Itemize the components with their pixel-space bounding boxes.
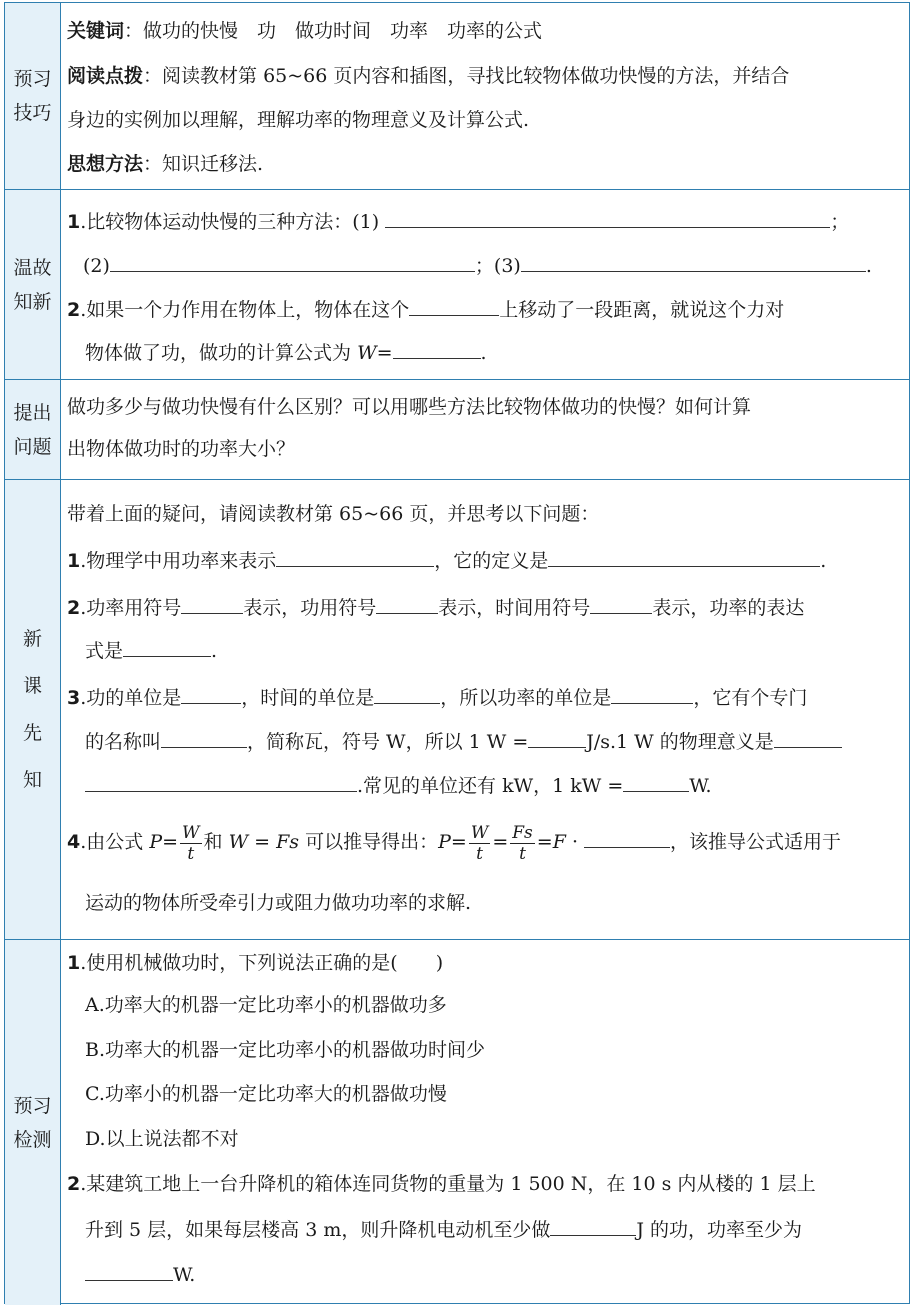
question-text: 物体做了功，做功的计算公式为 xyxy=(85,342,352,364)
test-q2 xyxy=(67,1171,909,1197)
numerator: Fs xyxy=(512,822,533,843)
question-text: ，该推导公式适用于 xyxy=(670,831,842,853)
lesson-q4-cont: 运动的物体所受牵引力或阻力做功功率的求解. xyxy=(85,892,472,914)
method-line: 思想方法：知识迁移法. xyxy=(67,153,264,175)
keywords-heading: 关键词 xyxy=(67,20,125,42)
label-char: 知 xyxy=(22,768,42,791)
question-text: .功率用符号 xyxy=(80,597,182,619)
symbol-eq: = xyxy=(492,831,509,853)
answer-blank[interactable] xyxy=(85,771,357,792)
label-text: 检测 xyxy=(13,1128,52,1151)
question-text: ，时间的单位是 xyxy=(241,687,375,709)
lesson-q3-cont xyxy=(85,727,909,755)
section-content xyxy=(61,480,909,939)
keywords-line: 关键词：做功的快慢 功 做功时间 功率 功率的公式 xyxy=(67,20,543,42)
lesson-q4 xyxy=(67,820,909,864)
answer-blank[interactable] xyxy=(85,1260,173,1281)
section-new-lesson xyxy=(5,479,909,939)
method-text: 知识迁移法. xyxy=(162,153,264,175)
item-marker: ；(3) xyxy=(474,255,521,277)
option-b[interactable]: B.功率大的机器一定比功率小的机器做功时间少 xyxy=(85,1039,486,1061)
question-text: .常见的单位还有 kW，1 kW = xyxy=(357,775,624,797)
option-c[interactable]: C.功率小的机器一定比功率大的机器做功慢 xyxy=(85,1083,447,1105)
punct: . xyxy=(480,342,487,364)
answer-blank[interactable] xyxy=(374,683,440,704)
reading-line: 阅读点拨：阅读教材第 65~66 页内容和插图，寻找比较物体做功快慢的方法，并结合 xyxy=(67,65,790,87)
symbol-P: P xyxy=(149,831,163,853)
answer-blank[interactable] xyxy=(774,727,842,748)
lesson-q2-cont xyxy=(85,636,909,664)
fraction-w-over-t xyxy=(469,823,490,864)
test-q2-cont xyxy=(85,1215,909,1243)
label-text: 提出 xyxy=(13,401,52,424)
numerator: W xyxy=(470,822,489,843)
denominator: t xyxy=(187,843,195,864)
label-char: 先 xyxy=(22,721,42,744)
answer-blank[interactable] xyxy=(623,771,689,792)
question-line: 出物体做功时的功率大小？ xyxy=(67,438,296,460)
punct: . xyxy=(820,550,827,572)
reading-heading: 阅读点拨 xyxy=(67,65,144,87)
question-text: ，它有个专门 xyxy=(693,687,808,709)
section-label xyxy=(5,940,61,1305)
option-a[interactable]: A.功率大的机器一定比功率小的机器做功多 xyxy=(85,994,447,1016)
question-text: 和 xyxy=(203,831,223,853)
answer-blank[interactable] xyxy=(181,683,241,704)
answer-blank[interactable] xyxy=(110,251,475,272)
section-content xyxy=(61,3,909,189)
fraction-w-over-t xyxy=(180,823,201,864)
answer-blank[interactable] xyxy=(584,827,670,848)
review-q1 xyxy=(67,207,909,235)
lesson-q2 xyxy=(67,593,909,621)
question-text: .功的单位是 xyxy=(80,687,182,709)
section-preview-tips xyxy=(5,3,909,189)
question-text: 表示，时间用符号 xyxy=(438,597,591,619)
answer-blank[interactable] xyxy=(611,683,693,704)
question-number: 3 xyxy=(67,687,81,709)
fraction-fs-over-t xyxy=(510,823,535,864)
section-label xyxy=(5,3,61,189)
answer-blank[interactable] xyxy=(521,251,866,272)
question-text: .由公式 xyxy=(80,831,144,853)
formula-w-fs: W = Fs xyxy=(228,831,300,853)
section-questions xyxy=(5,379,909,479)
question-number: 1 xyxy=(67,211,81,233)
question-text: .物理学中用功率来表示 xyxy=(80,550,277,572)
question-text: .如果一个力作用在物体上，物体在这个 xyxy=(80,299,410,321)
question-text: ，它的定义是 xyxy=(434,550,549,572)
section-label xyxy=(5,190,61,379)
section-label xyxy=(5,480,61,939)
answer-blank[interactable] xyxy=(550,1215,636,1236)
question-text: W. xyxy=(689,775,712,797)
question-number: 2 xyxy=(67,1173,81,1195)
intro-line: 带着上面的疑问，请阅读教材第 65~66 页，并思考以下问题： xyxy=(67,503,600,525)
question-text: 的名称叫 xyxy=(85,731,162,753)
punct: ； xyxy=(830,211,850,233)
label-text: 预习 xyxy=(13,1094,52,1117)
answer-blank[interactable] xyxy=(393,338,481,359)
reading-text-cont: 身边的实例加以理解，理解功率的物理意义及计算公式. xyxy=(67,109,530,131)
question-number: 4 xyxy=(67,831,81,853)
section-preview-test xyxy=(5,939,909,1305)
test-q2-cont2 xyxy=(85,1260,909,1288)
reading-text: 阅读教材第 65~66 页内容和插图，寻找比较物体做功快慢的方法，并结合 xyxy=(162,65,790,87)
label-text: 技巧 xyxy=(13,102,52,124)
answer-blank[interactable] xyxy=(548,546,820,567)
question-text: .某建筑工地上一台升降机的箱体连同货物的重量为 1 500 N，在 10 s 内从楼的 1 层上 xyxy=(80,1173,816,1195)
symbol-F: F xyxy=(552,831,566,853)
punct: . xyxy=(865,255,872,277)
option-d[interactable]: D.以上说法都不对 xyxy=(85,1128,239,1150)
question-text: 式是 xyxy=(85,640,124,662)
symbol-P: P xyxy=(438,831,451,853)
review-q1-cont xyxy=(83,251,909,279)
question-text: .比较物体运动快慢的三种方法：(1) xyxy=(80,211,380,233)
label-text: 温故 xyxy=(13,256,52,279)
numerator: W xyxy=(182,822,200,843)
question-number: 1 xyxy=(67,952,81,974)
section-content xyxy=(61,190,909,379)
question-text: ，简称瓦，符号 W，所以 1 W = xyxy=(247,731,529,753)
lesson-q3 xyxy=(67,683,909,711)
question-text: J 的功，功率至少为 xyxy=(636,1219,803,1241)
section-content xyxy=(61,380,909,479)
question-text: 表示，功用符号 xyxy=(243,597,377,619)
test-q1 xyxy=(67,950,909,976)
label-char: 新 xyxy=(22,627,42,650)
question-number: 2 xyxy=(67,597,81,619)
answer-blank[interactable] xyxy=(528,727,586,748)
question-line: 做功多少与做功快慢有什么区别？可以用哪些方法比较物体做功的快慢？如何计算 xyxy=(67,396,752,418)
question-number: 1 xyxy=(67,550,81,572)
label-text: 问题 xyxy=(13,435,52,458)
question-text: 上移动了一段距离，就说这个力对 xyxy=(499,299,785,321)
method-heading: 思想方法 xyxy=(67,153,144,175)
lesson-q1 xyxy=(67,546,909,574)
label-text: 知新 xyxy=(13,290,52,313)
question-text: .使用机械做功时，下列说法正确的是( ) xyxy=(80,952,444,974)
label-text: 预习 xyxy=(13,68,52,90)
question-text: W. xyxy=(173,1264,196,1286)
answer-blank[interactable] xyxy=(385,207,830,228)
question-text: 表示，功率的表达 xyxy=(652,597,805,619)
punct: . xyxy=(211,640,218,662)
denominator: t xyxy=(519,843,526,864)
answer-blank[interactable] xyxy=(161,727,247,748)
answer-blank[interactable] xyxy=(276,546,434,567)
denominator: t xyxy=(476,843,483,864)
answer-blank[interactable] xyxy=(409,295,499,316)
question-text: ，所以功率的单位是 xyxy=(440,687,612,709)
section-review xyxy=(5,189,909,379)
question-text: J/s.1 W 的物理意义是 xyxy=(586,731,774,753)
lesson-q3-cont2 xyxy=(85,771,909,799)
question-text: 可以推导得出： xyxy=(305,831,439,853)
answer-blank[interactable] xyxy=(123,636,211,657)
section-label xyxy=(5,380,61,479)
symbol-eq: = xyxy=(162,831,179,853)
item-marker: (2) xyxy=(83,255,110,277)
answer-blank[interactable] xyxy=(181,593,243,614)
review-q2 xyxy=(67,295,909,323)
symbol-eq: = xyxy=(376,342,393,364)
symbol-eq: = xyxy=(450,831,467,853)
answer-blank[interactable] xyxy=(590,593,652,614)
label-char: 课 xyxy=(22,674,42,697)
symbol-eq: = xyxy=(536,831,553,853)
symbol-dot: · xyxy=(571,831,578,853)
question-number: 2 xyxy=(67,299,81,321)
section-content xyxy=(61,940,909,1305)
review-q2-cont xyxy=(85,338,909,366)
question-text: 升到 5 层，如果每层楼高 3 m，则升降机电动机至少做 xyxy=(85,1219,551,1241)
symbol-W: W xyxy=(357,342,377,364)
keywords-text: 做功的快慢 功 做功时间 功率 功率的公式 xyxy=(143,20,543,42)
answer-blank[interactable] xyxy=(376,593,438,614)
worksheet-table xyxy=(4,2,910,1304)
